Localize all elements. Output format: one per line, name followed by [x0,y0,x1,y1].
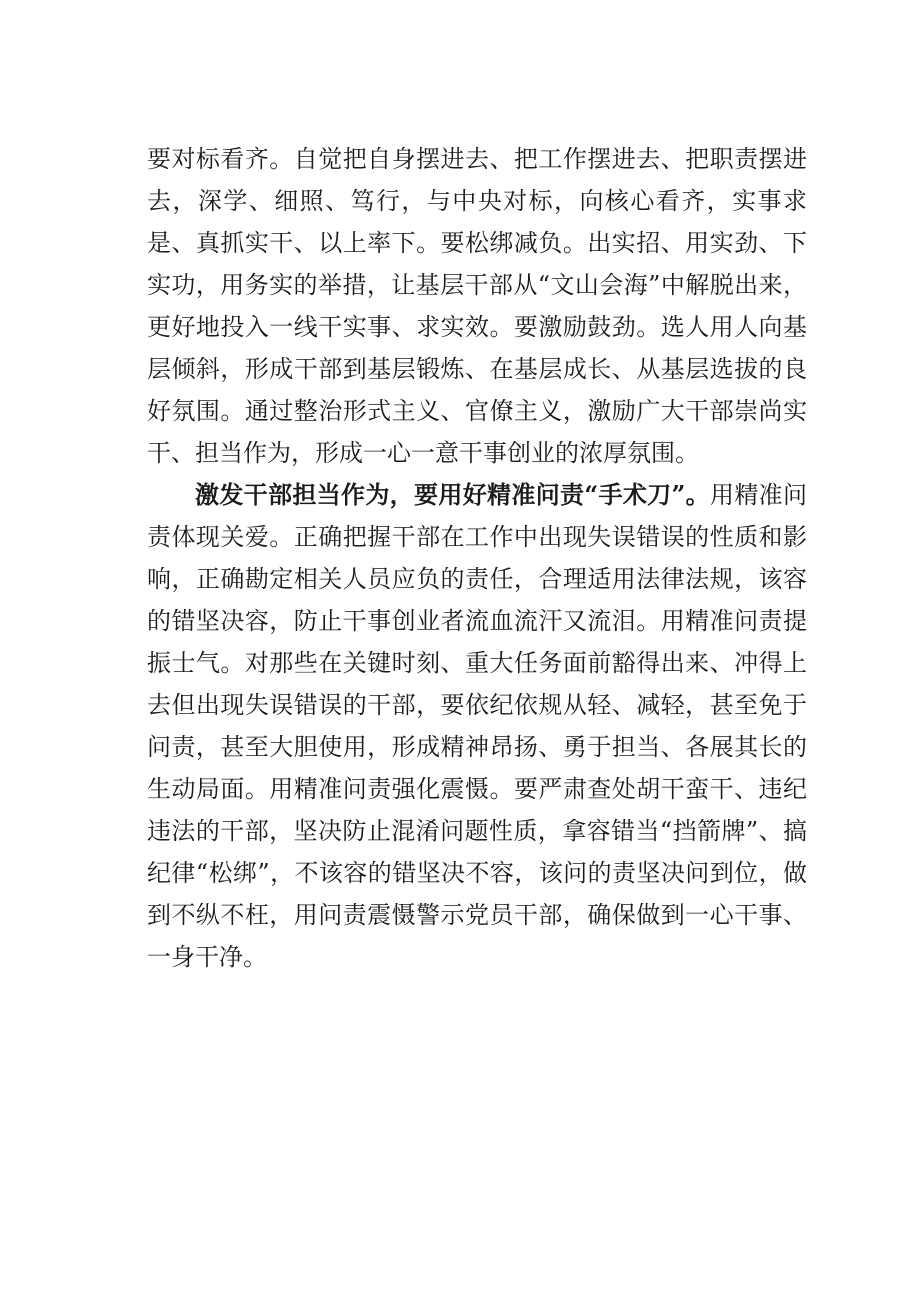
paragraph-2 [147,474,807,978]
paragraph-1-text: 要对标看齐。自觉把自身摆进去、把工作摆进去、把职责摆进去，深学、细照、笃行，与中央对标，向核心看齐，实事求是、真抓实干、以上率下。要松绑减负。出实招、用实劲、下实功，用务实的举措，让基层干部从“文山会海”中解脱出来，更好地投入一线干实事、求实效。要激励鼓劲。选人用人向基层倾斜，形成干部到基层锻炼、在基层成长、从基层选拔的良好氛围。通过整治形式主义、官僚主义，激励广大干部崇尚实干、担当作为，形成一心一意干事创业的浓厚氛围。 [147,145,807,467]
document-body [147,138,807,978]
paragraph-1 [147,138,807,474]
paragraph-2-text: 用精准问责体现关爱。正确把握干部在工作中出现失误错误的性质和影响，正确勘定相关人员应负的责任，合理适用法律法规，该容的错坚决容，防止干事创业者流血流汗又流泪。用精准问责提振士气。对那些在关键时刻、重大任务面前豁得出来、冲得上去但出现失误错误的干部，要依纪依规从轻、减轻，甚至免于问责，甚至大胆使用，形成精神昂扬、勇于担当、各展其长的生动局面。用精准问责强化震慑。要严肃查处胡干蛮干、违纪违法的干部，坚决防止混淆问题性质，拿容错当“挡箭牌”、搞纪律“松绑”，不该容的错坚决不容，该问的责坚决问到位，做到不纵不枉，用问责震慑警示党员干部，确保做到一心干事、一身干净。 [147,481,808,971]
paragraph-2-lead: 激发干部担当作为，要用好精准问责“手术刀”。 [195,480,710,509]
